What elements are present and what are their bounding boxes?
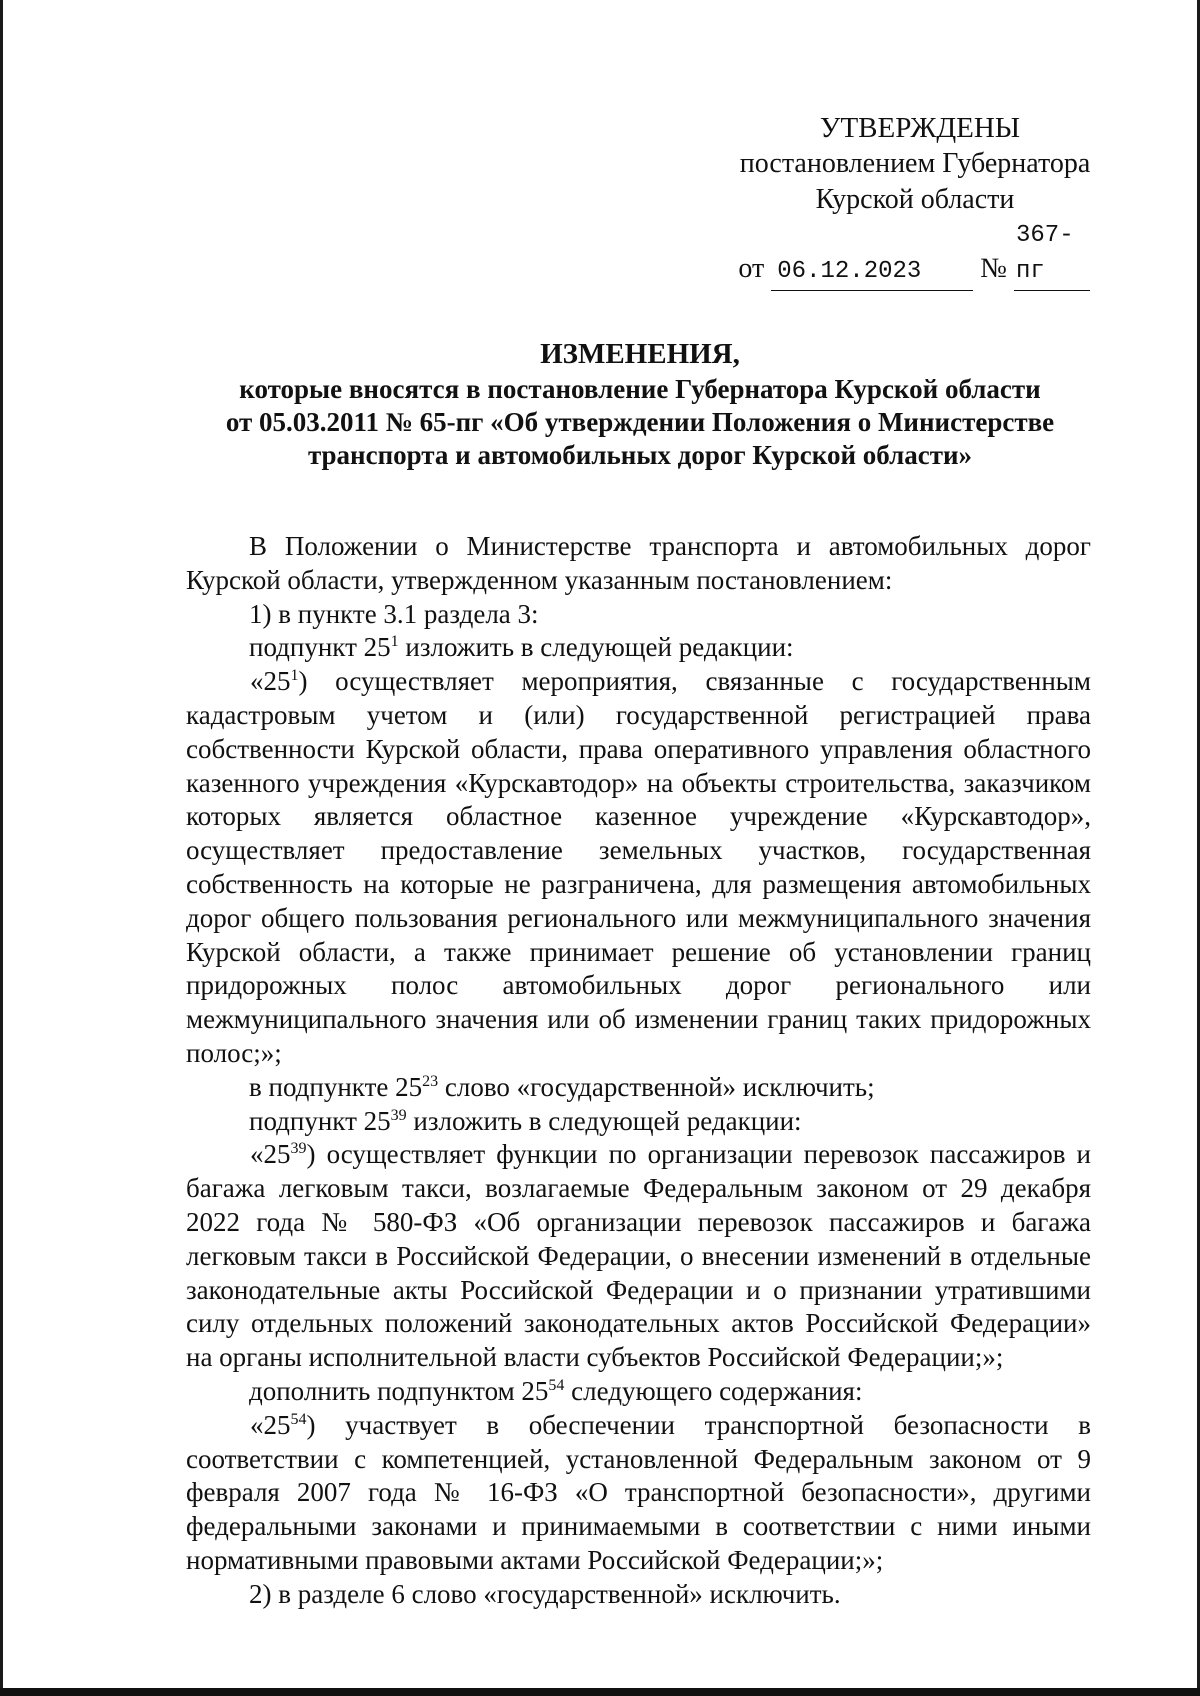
quote-25-39-superscript: 39 (290, 1140, 307, 1158)
paragraph-sub-25-39 (186, 1105, 1091, 1139)
paragraph-add-25-54 (186, 1375, 1091, 1409)
paragraph-intro: В Положении о Министерстве транспорта и автомобильных дорог Курской области, утвержденном указанным постановлением: (186, 531, 1091, 595)
quote-25-1-text-b: ) осуществляет мероприятия, связанные с государственным кадастровым учетом и (или) государственной регистрацией права собственности Курской области, права оперативного управления областного казенного учреждения «Курскавтодор» на объекты строительства, заказчиком которых является областное казенное учреждение «Курскавтодор», осуществляет предоставление земельных участков, государственная собственность на которые не разграничена, для размещения автомобильных дорог общего пользования регионального или межмуниципального значения Курской области, а также принимает решение об установлении границ придорожных полос автомобильных дорог регионального или межмуниципального значения или об изменении границ таких придорожных полос;»; (186, 666, 1091, 1068)
quote-25-54-text-a: «25 (250, 1409, 291, 1440)
quote-25-1-superscript: 1 (290, 667, 299, 685)
approval-line-2: Курской области (815, 184, 1015, 215)
paragraph-quote-25-1 (186, 665, 1091, 1071)
paragraph-quote-25-54 (186, 1409, 1091, 1578)
sub-25-39-text-a: подпункт 25 (249, 1105, 391, 1136)
approval-date: 06.12.2023 (771, 254, 973, 291)
approval-stamp (700, 110, 1100, 291)
approval-number-label: № (980, 253, 1007, 284)
approval-from-label: от (738, 253, 765, 284)
approval-date-line (700, 218, 1100, 291)
quote-25-54-superscript: 54 (290, 1410, 307, 1428)
paragraph-sub-25-23 (186, 1071, 1091, 1105)
title-line-2: которые вносятся в постановление Губернатора Курской области (239, 374, 1041, 404)
title-line-1: ИЗМЕНЕНИЯ, (540, 338, 740, 370)
title-line-4: транспорта и автомобильных дорог Курской области» (307, 440, 973, 470)
scan-edge-bottom (0, 1688, 1200, 1696)
sub-25-23-superscript: 23 (422, 1072, 439, 1090)
title-line-3: от 05.03.2011 № 65-пг «Об утверждении Положения о Министерстве (225, 407, 1055, 437)
paragraph-item-2: 2) в разделе 6 слово «государственной» исключить. (249, 1578, 841, 1609)
quote-25-54-text-b: ) участвует в обеспечении транспортной безопасности в соответствии с компетенцией, установленной Федеральным законом от 9 февраля 2007 года № 16-ФЗ «О транспортной безопасности», другими федеральными законами и принимаемыми в соответствии с ними иными нормативными правовыми актами Российской Федерации;»; (186, 1409, 1091, 1575)
sub-25-23-text-a: в подпункте 25 (249, 1071, 423, 1102)
approval-line-1: постановлением Губернатора (739, 148, 1091, 179)
add-25-54-text-a: дополнить подпунктом 25 (249, 1375, 549, 1406)
document-title (190, 338, 1090, 472)
document-body (186, 530, 1091, 1612)
scan-edge-left (0, 0, 3, 1696)
add-25-54-superscript: 54 (548, 1376, 565, 1394)
add-25-54-text-b: следующего содержания: (564, 1375, 863, 1406)
approval-number: 367-пг (1014, 218, 1090, 291)
paragraph-item-1: 1) в пункте 3.1 раздела 3: (249, 598, 539, 629)
sub-25-23-text-b: слово «государственной» исключить; (438, 1071, 875, 1102)
sub-25-1-text-a: подпункт 25 (249, 632, 391, 663)
quote-25-39-text-a: «25 (250, 1139, 291, 1170)
paragraph-sub-25-1 (186, 631, 1091, 665)
quote-25-39-text-b: ) осуществляет функции по организации перевозок пассажиров и багажа легковым такси, возлагаемые Федеральным законом от 29 декабря 2022 года № 580-ФЗ «Об организации перевозок пассажиров и багажа легковым такси в Российской Федерации, о внесении изменений в отдельные законодательные акты Российской Федерации и о признании утратившими силу отдельных положений законодательных актов Российской Федерации» на органы исполнительной власти субъектов Российской Федерации;»; (186, 1139, 1091, 1373)
approval-heading: УТВЕРЖДЕНЫ (819, 112, 1021, 144)
sub-25-1-superscript: 1 (390, 633, 399, 651)
sub-25-1-text-b: изложить в следующей редакции: (398, 632, 794, 663)
sub-25-39-text-b: изложить в следующей редакции: (406, 1105, 802, 1136)
sub-25-39-superscript: 39 (390, 1106, 407, 1124)
paragraph-quote-25-39 (186, 1138, 1091, 1375)
quote-25-1-text-a: «25 (250, 666, 291, 697)
